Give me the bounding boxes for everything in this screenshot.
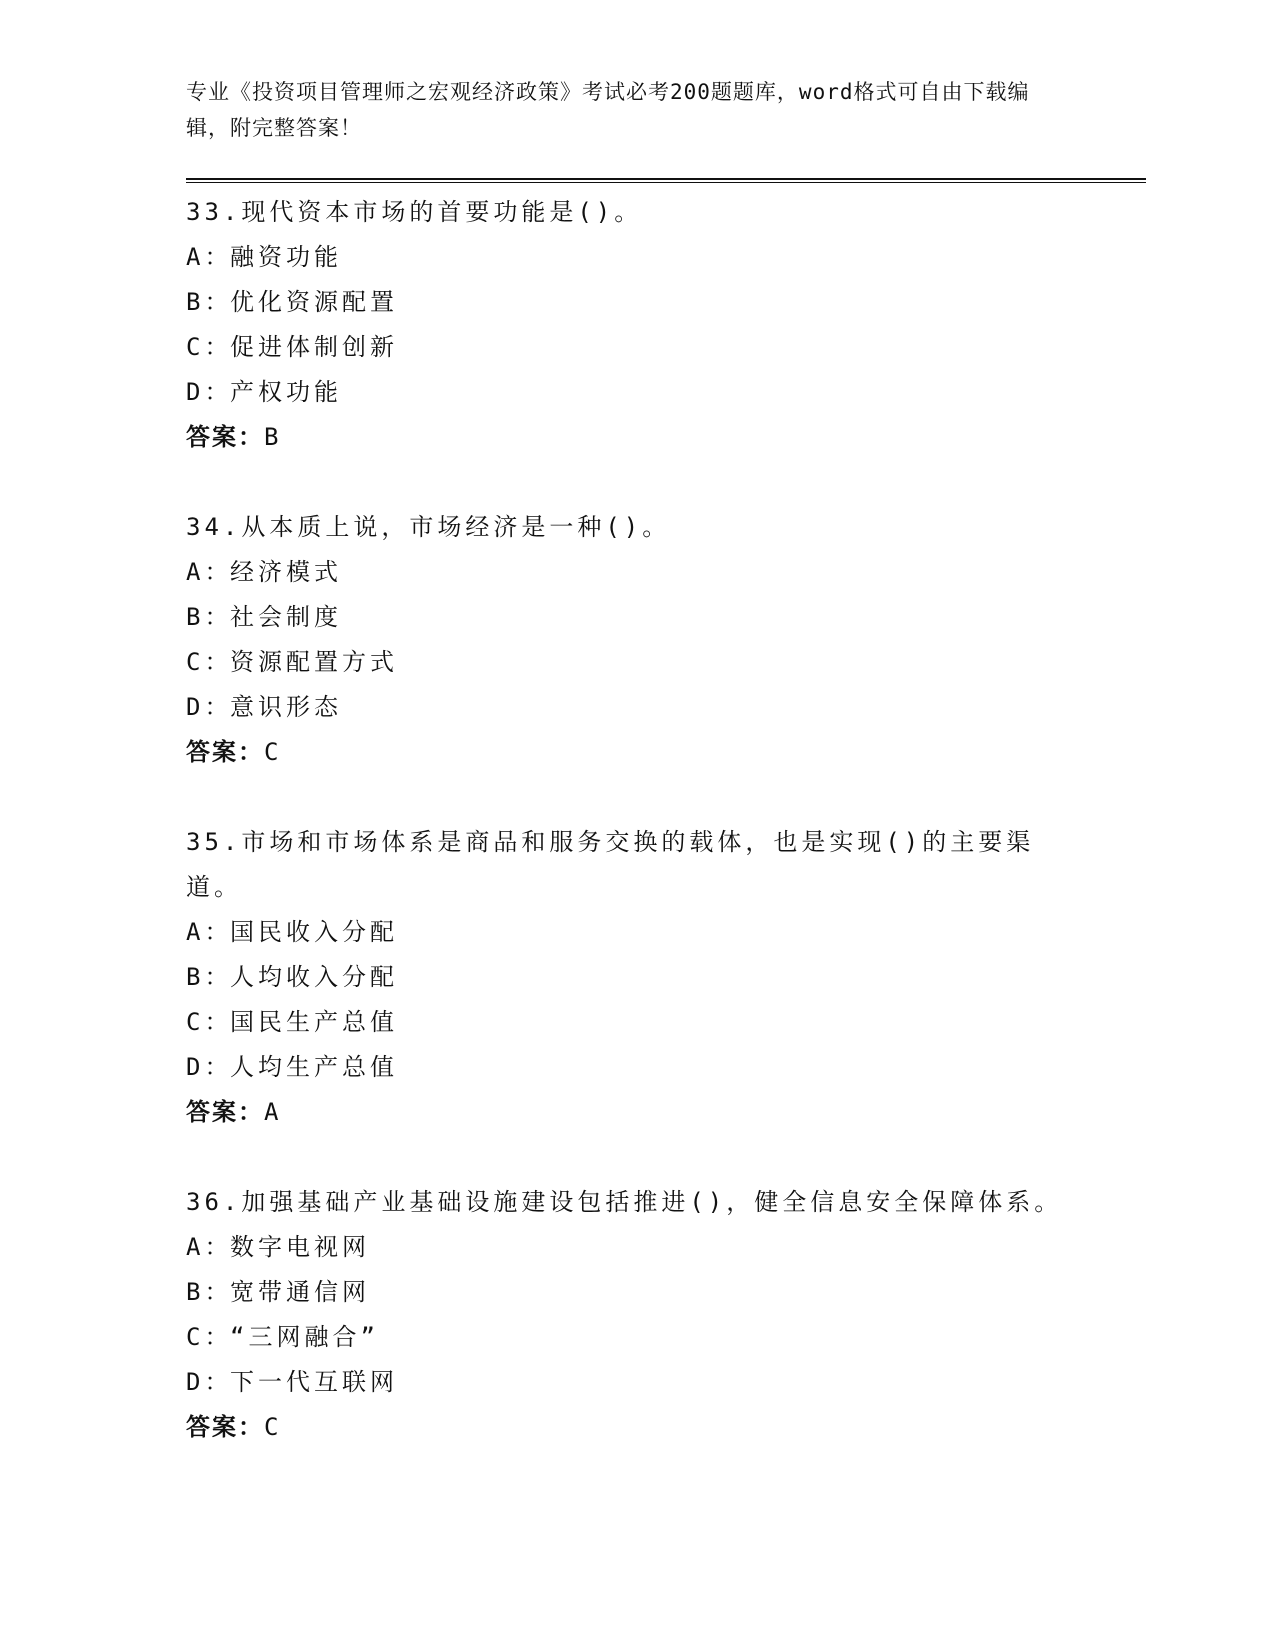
- option-b: [186, 955, 1146, 1000]
- option-text: 资源配置方式: [230, 648, 398, 676]
- option-c: [186, 1000, 1146, 1045]
- option-key: B：: [186, 288, 233, 316]
- option-key: A：: [186, 1233, 233, 1261]
- option-key: C：: [186, 333, 233, 361]
- answer-value: A: [264, 1098, 279, 1126]
- option-a: [186, 910, 1146, 955]
- question-item: [186, 1180, 1146, 1450]
- option-text: 宽带通信网: [230, 1278, 370, 1306]
- answer-line: [186, 730, 1146, 775]
- option-d: [186, 1045, 1146, 1090]
- option-text: 促进体制创新: [230, 333, 398, 361]
- option-key: B：: [186, 963, 233, 991]
- option-b: [186, 595, 1146, 640]
- question-item: [186, 505, 1146, 775]
- option-b: [186, 280, 1146, 325]
- question-stem: 34.从本质上说，市场经济是一种()。: [186, 513, 671, 541]
- question-item: [186, 190, 1146, 460]
- option-key: A：: [186, 558, 233, 586]
- option-key: C：: [186, 1008, 233, 1036]
- option-b: [186, 1270, 1146, 1315]
- option-key: D：: [186, 1368, 233, 1396]
- option-text: 社会制度: [230, 603, 342, 631]
- option-key: D：: [186, 693, 233, 721]
- answer-line: [186, 1090, 1146, 1135]
- question-stem: 33.现代资本市场的首要功能是()。: [186, 198, 643, 226]
- question-item: [186, 820, 1146, 1135]
- option-text: 国民生产总值: [230, 1008, 398, 1036]
- question-list: [186, 190, 1146, 1495]
- option-d: [186, 1360, 1146, 1405]
- answer-line: [186, 415, 1146, 460]
- option-c: [186, 325, 1146, 370]
- option-text: 优化资源配置: [230, 288, 398, 316]
- option-c: [186, 640, 1146, 685]
- answer-label: 答案：: [186, 1413, 264, 1441]
- answer-value: C: [264, 1413, 279, 1441]
- option-key: C：: [186, 648, 233, 676]
- answer-label: 答案：: [186, 738, 264, 766]
- question-stem: 36.加强基础产业基础设施建设包括推进()，健全信息安全保障体系。: [186, 1188, 1063, 1216]
- option-c: [186, 1315, 1146, 1360]
- document-header: 专业《投资项目管理师之宏观经济政策》考试必考200题题库，word格式可自由下载编辑，附完整答案！: [186, 80, 1030, 140]
- option-text: 人均收入分配: [230, 963, 398, 991]
- option-text: 经济模式: [230, 558, 342, 586]
- option-key: B：: [186, 603, 233, 631]
- header-divider: [186, 178, 1146, 183]
- option-d: [186, 370, 1146, 415]
- option-key: D：: [186, 378, 233, 406]
- option-a: [186, 1225, 1146, 1270]
- answer-label: 答案：: [186, 1098, 264, 1126]
- option-d: [186, 685, 1146, 730]
- option-a: [186, 550, 1146, 595]
- option-key: A：: [186, 243, 233, 271]
- answer-line: [186, 1405, 1146, 1450]
- option-key: B：: [186, 1278, 233, 1306]
- option-text: “三网融合”: [230, 1323, 379, 1351]
- option-key: C：: [186, 1323, 233, 1351]
- option-a: [186, 235, 1146, 280]
- answer-value: B: [264, 423, 279, 451]
- answer-value: C: [264, 738, 279, 766]
- option-text: 意识形态: [230, 693, 342, 721]
- option-text: 人均生产总值: [230, 1053, 398, 1081]
- option-key: A：: [186, 918, 233, 946]
- option-text: 数字电视网: [230, 1233, 370, 1261]
- question-stem: 35.市场和市场体系是商品和服务交换的载体，也是实现()的主要渠道。: [186, 828, 1035, 901]
- option-text: 国民收入分配: [230, 918, 398, 946]
- option-text: 产权功能: [230, 378, 342, 406]
- option-text: 融资功能: [230, 243, 342, 271]
- answer-label: 答案：: [186, 423, 264, 451]
- option-key: D：: [186, 1053, 233, 1081]
- option-text: 下一代互联网: [230, 1368, 398, 1396]
